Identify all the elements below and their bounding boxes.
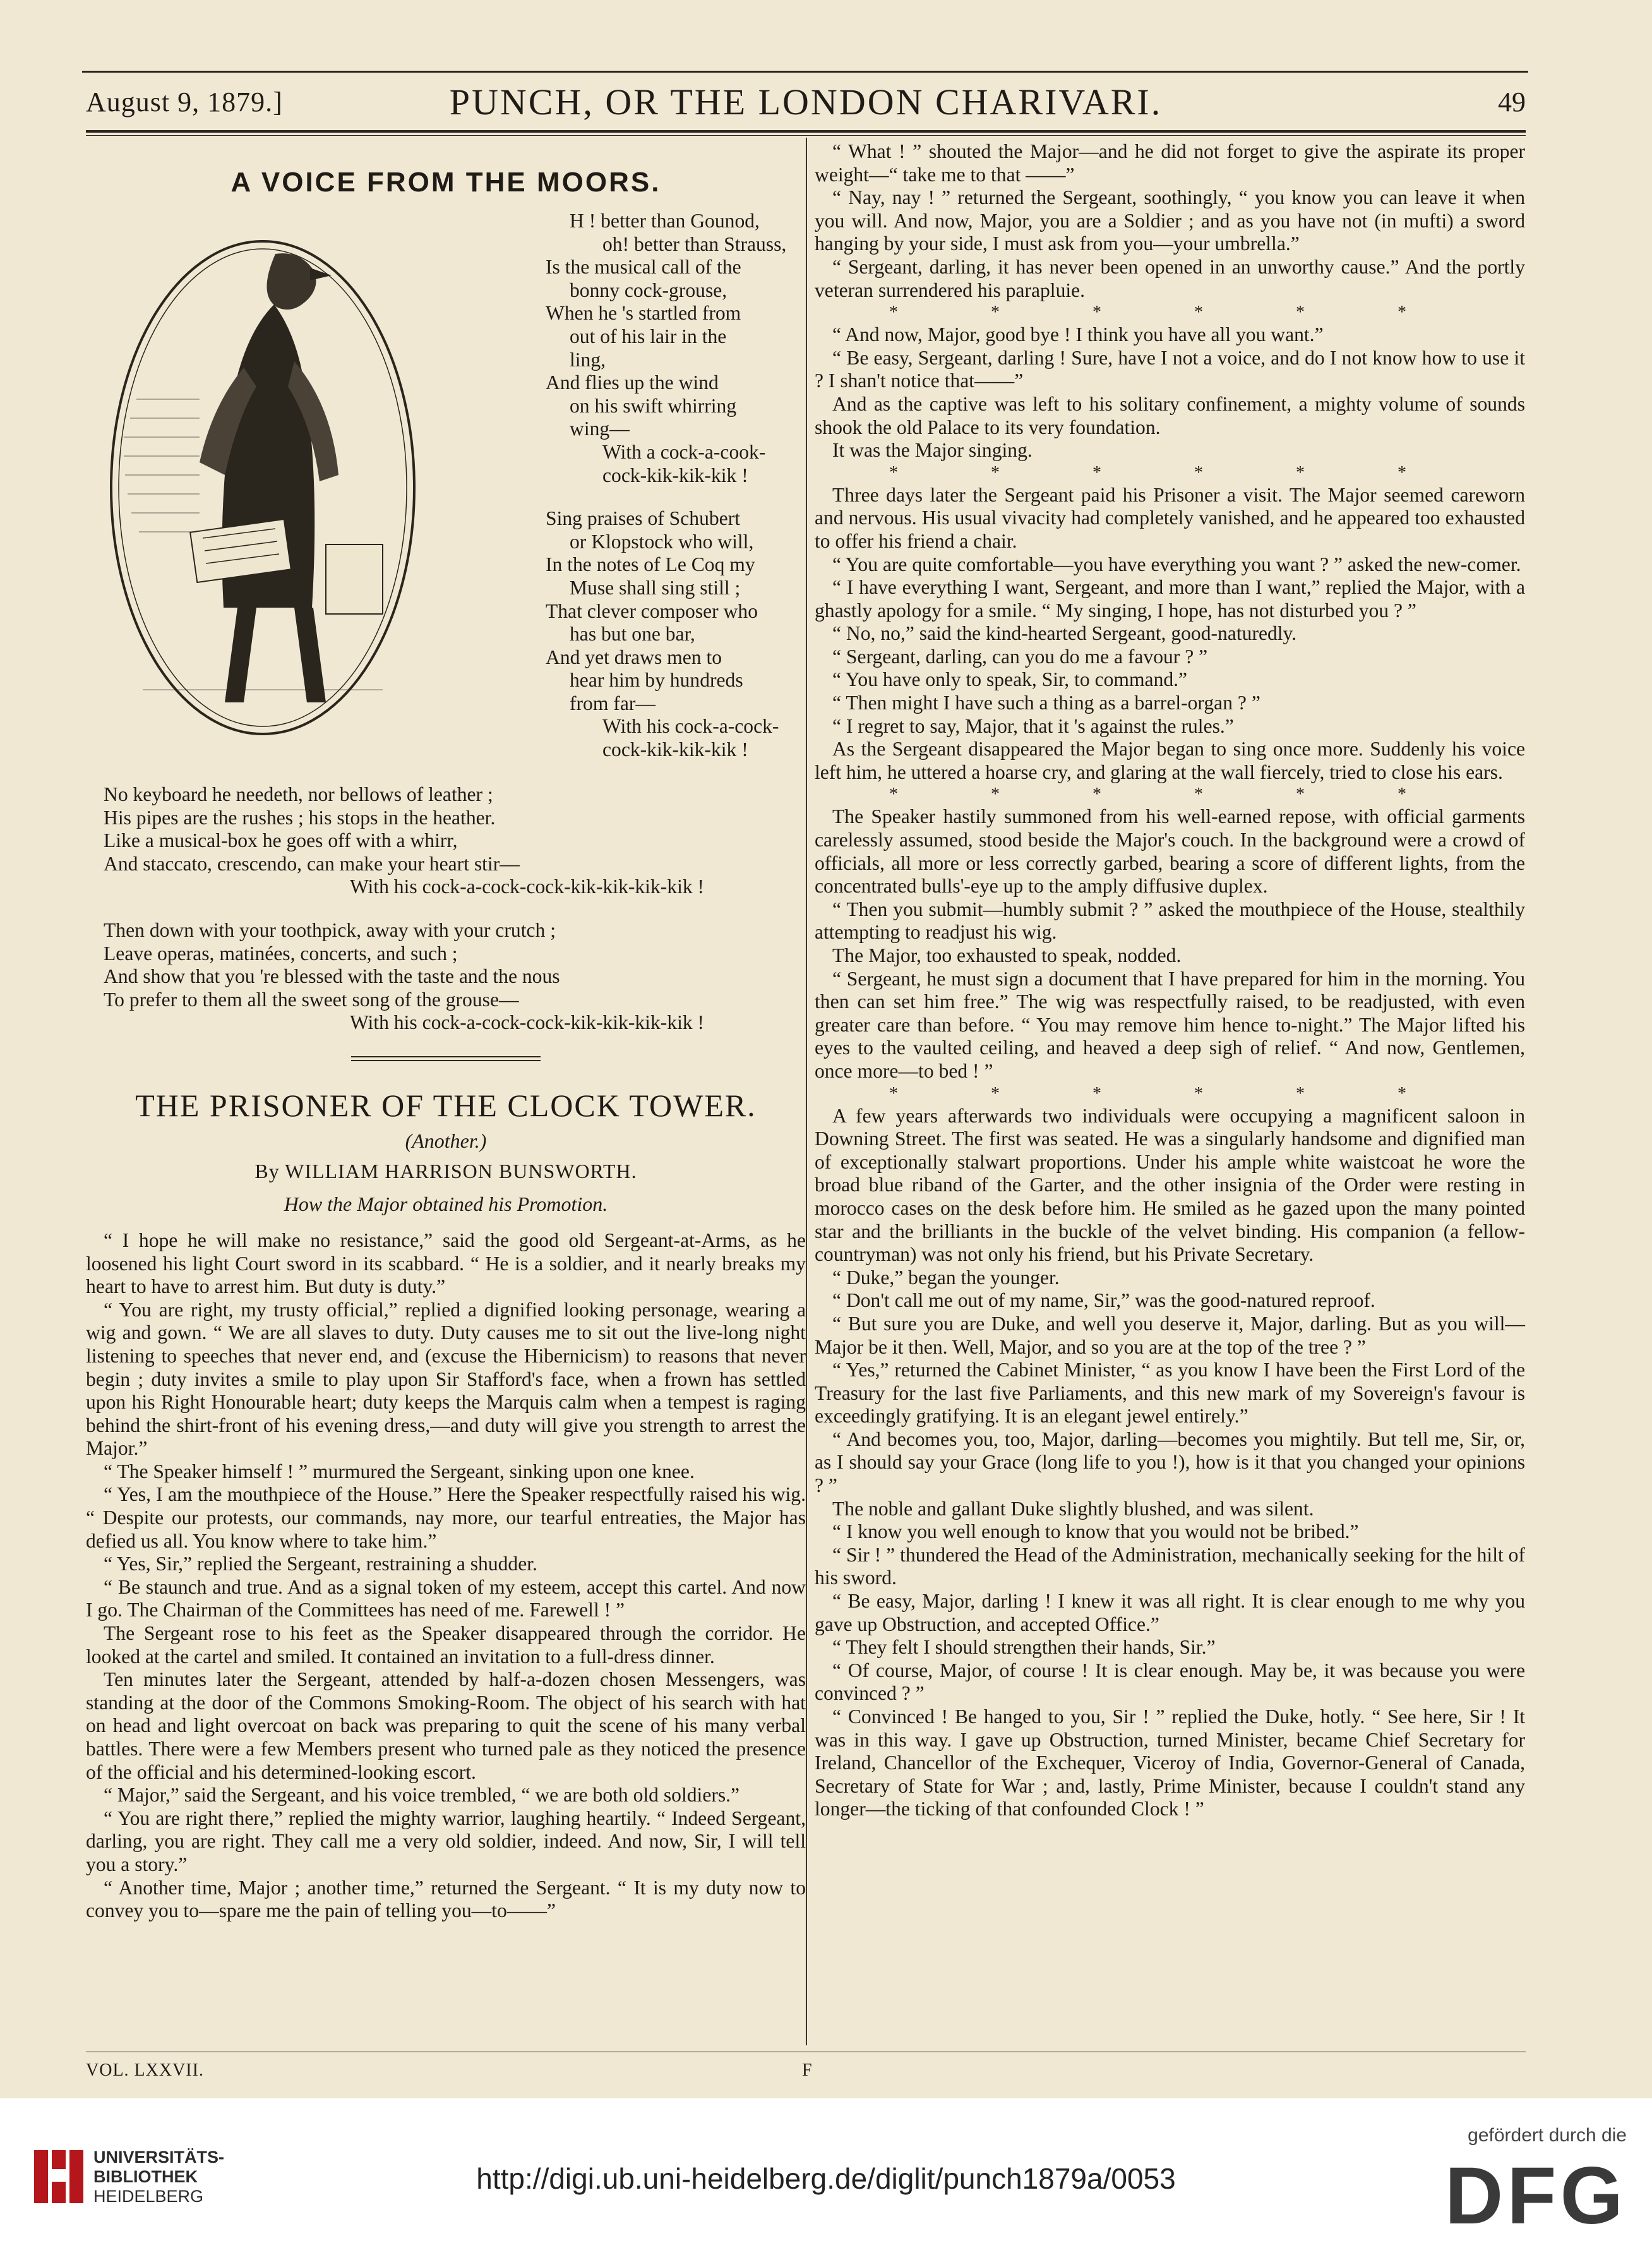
story-paragraph: “ No, no,” said the kind-hearted Sergeant, good-naturedly. <box>832 622 1297 645</box>
header-rule-thin <box>86 135 1526 136</box>
story-paragraph: “ Yes, Sir,” replied the Sergeant, restraining a shudder. <box>104 1553 537 1575</box>
section-stars: * * * * * * <box>889 1083 1451 1103</box>
story-title: THE PRISONER OF THE CLOCK TOWER. <box>135 1087 757 1123</box>
poem-stanzas-beside-illustration <box>528 210 806 762</box>
poem-line: Sing praises of Schubert <box>546 507 740 530</box>
story-paragraph: The Speaker hastily summoned from his well-earned repose, with official garments carelessly assumed, stood beside the Major's couch. In the background were a crowd of officials, all more or less correctly garbed, bearing a score of different lights, from the concentrated bulls'-eye up to the amply diffusive duplex. <box>815 805 1525 898</box>
story-paragraph: And as the captive was left to his solitary confinement, a mighty volume of sounds shook the old Palace to its very foundation. <box>815 392 1525 438</box>
poem-line: That clever composer who <box>546 599 758 622</box>
poem-line: Muse shall sing still ; <box>570 576 741 599</box>
story-paragraph: “ Sir ! ” thundered the Head of the Administration, mechanically seeking for the hilt of his sword. <box>815 1543 1525 1589</box>
story-tagline: How the Major obtained his Promotion. <box>284 1192 608 1215</box>
poem-line: With a cock-a-cook- <box>602 440 766 463</box>
story-paragraph: “ I hope he will make no resistance,” said the good old Sergeant-at-Arms, as he loosened his light Court sword in its scabbard. “ He is a soldier, and it nearly breaks my heart to have to arrest him. But duty is duty.” <box>86 1229 806 1298</box>
poem-line: on his swift whirring <box>570 394 737 417</box>
column-divider <box>806 138 807 2045</box>
source-url-link[interactable]: http://digi.ub.uni-heidelberg.de/diglit/punch1879a/0053 <box>476 2162 1176 2195</box>
story-paragraph: “ Then might I have such a thing as a barrel-organ ? ” <box>832 692 1260 714</box>
story-paragraph: The Major, too exhausted to speak, nodded. <box>832 944 1182 966</box>
digitization-footer-bar <box>0 2098 1652 2255</box>
story-paragraph: “ And now, Major, good bye ! I think you have all you want.” <box>832 323 1324 346</box>
section-stars: * * * * * * <box>889 303 1451 323</box>
story-paragraph: “ Yes,” returned the Cabinet Minister, “ as you know I have been the First Lord of the Treasury for the last five Parliaments, and this new mark of my Sovereign's favour is exceedingly gratifying. It is an elegant jewel entirely.” <box>815 1359 1525 1428</box>
story-paragraph: “ Sergeant, he must sign a document that I have prepared for him in the morning. You then can set him free.” The wig was respectfully raised, to be readjusted, with even greater care than before. “ You may remove him hence to-night.” The Major lifted his eyes to the vaulted ceiling, and heaved a deep sigh of relief. “ And now, Gentlemen, once more—to bed ! ” <box>815 967 1525 1082</box>
poem-line: cock-kik-kik-kik ! <box>602 738 748 761</box>
poem-line: And yet draws men to <box>546 646 722 668</box>
masthead-title: PUNCH, OR THE LONDON CHARIVARI. <box>449 81 1163 123</box>
poem-line: has but one bar, <box>570 623 695 646</box>
poem-line: In the notes of Le Coq my <box>546 553 755 576</box>
poem-title: A VOICE FROM THE MOORS. <box>230 167 661 198</box>
poem-line: wing— <box>570 418 630 440</box>
issue-date: August 9, 1879.] <box>86 87 283 117</box>
story-paragraph: “ What ! ” shouted the Major—and he did not forget to give the aspirate its proper weight—“ take me to that ——” <box>815 140 1525 186</box>
poem-line: And flies up the wind <box>546 371 719 394</box>
story-paragraph: “ I know you well enough to know that you would not be bribed.” <box>832 1520 1359 1543</box>
poem-line: out of his lair in the <box>570 325 727 347</box>
page-number: 49 <box>1498 87 1526 117</box>
story-paragraph: “ Then you submit—humbly submit ? ” asked the mouthpiece of the House, stealthily attempting to readjust his wig. <box>815 898 1525 944</box>
story-paragraph: “ Be easy, Major, darling ! I knew it was all right. It is clear enough to me why you gave up Obstruction, and accepted Office.” <box>815 1590 1525 1635</box>
story-paragraph: It was the Major singing. <box>832 439 1032 462</box>
story-paragraph: “ Another time, Major ; another time,” returned the Sergeant. “ It is my duty now to convey you to—spare me the pain of telling you—to——” <box>86 1876 806 1922</box>
section-stars: * * * * * * <box>889 462 1451 483</box>
poem-line: His pipes are the rushes ; his stops in the heather. <box>104 806 496 829</box>
story-paragraph: As the Sergeant disappeared the Major began to sing once more. Suddenly his voice left him, he uttered a hoarse cry, and glaring at the wall fiercely, tried to close his ears. <box>815 738 1525 783</box>
poem-stanza-3 <box>86 783 806 899</box>
dfg-logo: DFG <box>1444 2151 1627 2241</box>
story-paragraph: “ Sergeant, darling, can you do me a favour ? ” <box>832 645 1208 668</box>
poem-line: To prefer to them all the sweet song of the grouse— <box>104 988 519 1011</box>
story-paragraph: “ Major,” said the Sergeant, and his voice trembled, “ we are both old soldiers.” <box>104 1784 740 1807</box>
story-paragraph: “ And becomes you, too, Major, darling—becomes you mightily. But tell me, Sir, or, as I should say your Grace (long life to you !), how is it that you changed your opinions ? ” <box>815 1428 1525 1497</box>
story-subtitle: (Another.) <box>405 1129 487 1152</box>
institution-line: HEIDELBERG <box>93 2187 204 2206</box>
poem-illustration-block <box>86 210 806 783</box>
poem-line: or Klopstock who will, <box>570 530 754 553</box>
story-paragraph: “ I have everything I want, Sergeant, and more than I want,” replied the Major, with a ghastly apology for a smile. “ My singing, I hope, has not disturbed you ? ” <box>815 576 1525 622</box>
poem-line: With his cock-a-cock-cock-kik-kik-kik-kik ! <box>350 875 705 898</box>
story-paragraph: The Sergeant rose to his feet as the Speaker disappeared through the corridor. He looked at the cartel and smiled. It contained an invitation to a full-dress dinner. <box>86 1622 806 1668</box>
poem-stanza-4 <box>86 919 806 1035</box>
story-paragraph: “ The Speaker himself ! ” murmured the Sergeant, sinking upon one knee. <box>104 1460 695 1482</box>
grouse-musician-illustration <box>86 210 458 759</box>
story-paragraph: “ Of course, Major, of course ! It is clear enough. May be, it was because you were convinced ? ” <box>815 1659 1525 1705</box>
poem-line: ling, <box>570 348 606 371</box>
section-separator <box>351 1056 541 1061</box>
poem-line: With his cock-a-cock-cock-kik-kik-kik-kik ! <box>350 1011 705 1034</box>
story-paragraph: “ Be staunch and true. And as a signal token of my esteem, accept this cartel. And now I go. The Chairman of the Committees has need of me. Farewell ! ” <box>86 1575 806 1621</box>
story-paragraph: “ They felt I should strengthen their hands, Sir.” <box>832 1636 1216 1659</box>
right-column <box>815 140 1525 1821</box>
left-column <box>86 140 806 1923</box>
story-paragraph: “ I regret to say, Major, that it 's against the rules.” <box>832 714 1234 737</box>
poem-line: Like a musical-box he goes off with a whirr, <box>104 829 458 852</box>
story-paragraph: “ You are right there,” replied the mighty warrior, laughing heartily. “ Indeed Sergeant, darling, you are right. They call me a very old soldier, indeed. And now, Sir, I will tell you a story.” <box>86 1807 806 1875</box>
poem-line: hear him by hundreds <box>570 669 743 692</box>
poem-line: oh! better than Strauss, <box>602 232 787 255</box>
poem-line: And show that you 're blessed with the taste and the nous <box>104 965 560 988</box>
story-paragraph: A few years afterwards two individuals were occupying a magnificent saloon in Downing Street. The first was seated. He was a singularly handsome and dignified man of exceptionally stalwart proportions. Under his ample white waistcoat he wore the broad blue riband of the Garter, and the other insignia of the Order were resting in morocco cases on the desk before him. He smiled as he gazed upon the many pointed star and the brilliants in the buckle of the velvet binding. His companion (a fellow-countryman) was not only his friend, but his Private Secretary. <box>815 1104 1525 1266</box>
story-paragraph: Ten minutes later the Sergeant, attended by half-a-dozen chosen Messengers, was standing at the door of the Commons Smoking-Room. The object of his search with hat on head and light overcoat on back was preparing to quit the scene of his many verbal battles. There were a few Members present who turned pale as they noticed the presence of the official and his determined-looking escort. <box>86 1668 806 1783</box>
poem-line: Then down with your toothpick, away with your crutch ; <box>104 918 556 941</box>
story-paragraph: “ But sure you are Duke, and well you deserve it, Major, darling. But as you will—Major be it then. Well, Major, and so you are at the top of the tree ? ” <box>815 1312 1525 1358</box>
institution-line: UNIVERSITÄTS- <box>93 2148 225 2167</box>
story-byline: By WILLIAM HARRISON BUNSWORTH. <box>254 1159 637 1182</box>
poem-line: And staccato, crescendo, can make your heart stir— <box>104 852 520 875</box>
poem-line: H ! better than Gounod, <box>570 210 760 232</box>
signature-mark: F <box>802 2060 812 2080</box>
header-rule <box>86 130 1526 133</box>
section-stars: * * * * * * <box>889 785 1451 805</box>
story-paragraph: “ Duke,” began the younger. <box>832 1266 1060 1289</box>
poem-line: Is the musical call of the <box>546 256 741 279</box>
story-paragraph: “ Nay, nay ! ” returned the Sergeant, soothingly, “ you know you can leave it when you will. And now, Major, you are a Soldier ; and as you have not (in mufti) a sword hanging by your side, I must ask from you—your umbrella.” <box>815 186 1525 255</box>
story-paragraph: “ You have only to speak, Sir, to command.” <box>832 668 1188 691</box>
story-paragraph: “ Don't call me out of my name, Sir,” was the good-natured reproof. <box>832 1289 1375 1312</box>
poem-line: No keyboard he needeth, nor bellows of leather ; <box>104 783 493 805</box>
poem-line: from far— <box>570 692 655 714</box>
story-paragraph: “ Yes, I am the mouthpiece of the House.” Here the Speaker respectfully raised his wig. “ Despite our protests, our commands, nay more, our tearful entreaties, the Major has defied us all. You know where to take him.” <box>86 1483 806 1552</box>
volume-number: VOL. LXXVII. <box>86 2060 204 2080</box>
running-head <box>86 81 1526 125</box>
story-paragraph: “ Sergeant, darling, it has never been opened in an unworthy cause.” And the portly veteran surrendered his parapluie. <box>815 255 1525 301</box>
poem-line: Leave operas, matinées, concerts, and such ; <box>104 942 458 965</box>
funder-caption: gefördert durch die <box>1468 2125 1627 2146</box>
story-paragraph: “ You are quite comfortable—you have everything you want ? ” asked the new-comer. <box>832 553 1521 575</box>
story-paragraph: “ Be easy, Sergeant, darling ! Sure, have I not a voice, and do I not know how to use it ? I shan't notice that——” <box>815 346 1525 392</box>
poem-line: With his cock-a-cock- <box>602 715 779 738</box>
poem-line: cock-kik-kik-kik ! <box>602 464 748 486</box>
poem-line: When he 's startled from <box>546 302 741 325</box>
story-paragraph: “ You are right, my trusty official,” replied a dignified looking personage, wearing a wig and gown. “ We are all slaves to duty. Duty causes me to sit out the live-long night listening to speeches that never end, and (excuse the Hibernicism) to reasons that never begin ; duty invites a smile to play upon Sir Stafford's face, when a frown has settled upon his Right Honourable heart; duty keeps the Marquis calm when a tempest is raging behind the shirt-front of his evening dress,—and duty will give you strength to arrest the Major.” <box>86 1298 806 1460</box>
story-paragraph: Three days later the Sergeant paid his Prisoner a visit. The Major seemed careworn and nervous. His usual vivacity had completely vanished, and he appeared too exhausted to offer his friend a chair. <box>815 483 1525 552</box>
story-paragraph: “ Convinced ! Be hanged to you, Sir ! ” replied the Duke, hotly. “ See here, Sir ! It was in this way. I gave up Obstruction, turned Minister, became Chief Secretary for Ireland, Chancellor of the Exchequer, Viceroy of India, Governor-General of Canada, Secretary of State for War ; and, lastly, Prime Minister, because I couldn't stand any longer—the ticking of that confounded Clock ! ” <box>815 1705 1525 1820</box>
institution-line: BIBLIOTHEK <box>93 2167 198 2186</box>
story-paragraph: The noble and gallant Duke slightly blushed, and was silent. <box>832 1497 1314 1520</box>
poem-line: bonny cock-grouse, <box>570 279 727 301</box>
